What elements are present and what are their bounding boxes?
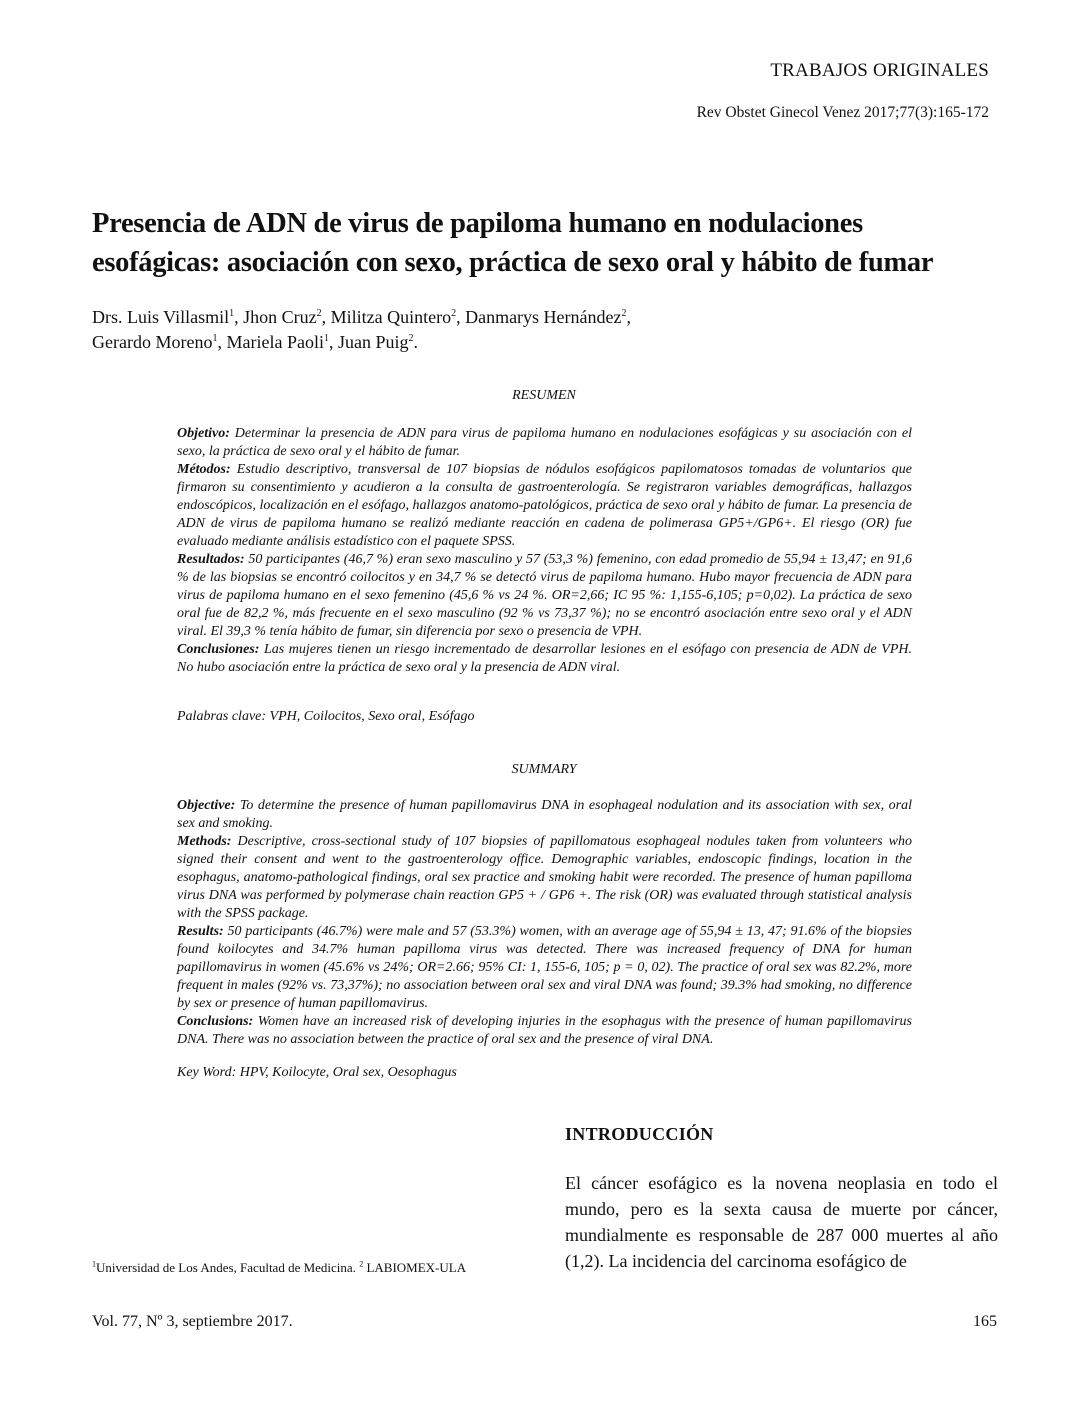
section-label: TRABAJOS ORIGINALES [770, 60, 989, 81]
introduction-paragraph: El cáncer esofágico es la novena neoplasia en todo el mundo, pero es la sexta causa de muerte por cáncer, mundialmente es responsable de 287 000 muertes al año (1,2). La incidencia del carcinoma esofágico de [565, 1173, 998, 1271]
journal-citation: Rev Obstet Ginecol Venez 2017;77(3):165-172 [696, 104, 989, 121]
summary-objective [177, 797, 912, 833]
resumen-abstract [177, 425, 912, 677]
introduction-heading: INTRODUCCIÓN [565, 1124, 714, 1144]
author-name: Drs. Luis Villasmil [92, 307, 230, 327]
methods-text: Descriptive, cross-sectional study of 107 biopsies of papillomatous esophageal nodules taken from volunteers who signed their consent and went to the gastroenterology office. Demographic variables, endoscopic findings, location in the esophagus, anatomo-pathological findings, oral sex practice and smoking habit were recorded. The presence of human papilloma virus DNA was performed by polymerase chain reaction GP5 + / GP6 +. The risk (OR) was evaluated through statistical analysis with the SPSS package. [177, 834, 912, 921]
author-line-1 [92, 305, 992, 330]
methods-label: Methods: [177, 834, 232, 849]
author-name: Mariela Paoli [226, 332, 324, 352]
affiliation-mark: 2 [359, 1259, 364, 1269]
author-affiliation-mark: 2 [408, 333, 414, 344]
results-text: 50 participants (46.7%) were male and 57 (53.3%) women, with an average age of 55,94 ± 13, 47; 91.6% of the biopsies found koilocytes and 34.7% human papilloma virus was detected. There was increased frequency of DNA for human papillomavirus in women (45.6% vs 24%; OR=2.66; 95% CI: 1, 155-6, 105; p = 0, 02). The practice of oral sex was 82.2%, more frequent in males (92% vs. 73,37%); no association between oral sex and viral DNA was found; 39.3% had smoking, no difference by sex or presence of human papillomavirus. [177, 924, 912, 1011]
metodos-label: Métodos: [177, 462, 231, 477]
key-words: Key Word: HPV, Koilocyte, Oral sex, Oesophagus [177, 1065, 457, 1080]
author-list [92, 305, 992, 355]
author-separator: . [413, 332, 418, 352]
conclusiones-text: Las mujeres tienen un riesgo incrementado de desarrollar lesiones en el esófago con presencia de ADN de VPH. No hubo asociación entre la práctica de sexo oral y la presencia de ADN viral. [177, 642, 912, 675]
author-name: Juan Puig [337, 332, 409, 352]
affiliation-text: Universidad de Los Andes, Facultad de Medicina. [96, 1260, 360, 1275]
page-number: 165 [973, 1313, 997, 1330]
author-name: Jhon Cruz [243, 307, 317, 327]
resumen-heading: RESUMEN [512, 388, 576, 403]
summary-heading: SUMMARY [511, 762, 577, 777]
conclusions-label: Conclusions: [177, 1014, 254, 1029]
author-name: Danmarys Hernández [465, 307, 622, 327]
summary-results [177, 923, 912, 1013]
objetivo-text: Determinar la presencia de ADN para virus de papiloma humano en nodulaciones esofágicas y su asociación con el sexo, la práctica de sexo oral y el hábito de fumar. [177, 426, 912, 459]
results-label: Results: [177, 924, 224, 939]
author-separator: , [626, 307, 632, 327]
summary-conclusions [177, 1013, 912, 1049]
resumen-resultados [177, 551, 912, 641]
author-separator: , [234, 307, 244, 327]
author-line-2 [92, 330, 992, 355]
article-title [92, 204, 1022, 282]
author-affiliation-mark: 2 [621, 308, 627, 319]
conclusions-text: Women have an increased risk of developing injuries in the esophagus with the presence of human papillomavirus DNA. There was no association between the practice of oral sex and the presence of viral DNA. [177, 1014, 912, 1047]
author-affiliation-mark: 1 [323, 333, 329, 344]
author-separator: , [217, 332, 227, 352]
author-name: Gerardo Moreno [92, 332, 213, 352]
issue-info: Vol. 77, Nº 3, septiembre 2017. [92, 1313, 293, 1330]
author-affiliation-mark: 1 [229, 308, 235, 319]
resumen-metodos [177, 461, 912, 551]
affiliation-mark: 1 [92, 1259, 96, 1269]
author-affiliation-mark: 2 [451, 308, 457, 319]
palabras-clave: Palabras clave: VPH, Coilocitos, Sexo oral, Esófago [177, 709, 475, 724]
author-affiliation-mark: 1 [212, 333, 218, 344]
article-title-line-1: Presencia de ADN de virus de papiloma humano en nodulaciones [92, 208, 863, 239]
resumen-objetivo [177, 425, 912, 461]
article-title-line-2: esofágicas: asociación con sexo, práctica de sexo oral y hábito de fumar [92, 247, 934, 278]
objective-label: Objective: [177, 798, 236, 813]
resultados-text: 50 participantes (46,7 %) eran sexo masculino y 57 (53,3 %) femenino, con edad promedio de 55,94 ± 13,47; en 91,6 % de las biopsias se encontró coilocitos y en 34,7 % se detectó virus de papiloma humano. Hubo mayor frecuencia de ADN para virus de papiloma humano en el sexo femenino (45,6 % vs 24 %. OR=2,66; IC 95 %: 1,155-6,105; p=0,02). La práctica de sexo oral fue de 82,2 %, más frecuente en el sexo masculino (92 % vs 73,37 %); no se encontró asociación entre sexo oral y el ADN viral. El 39,3 % tenía hábito de fumar, sin diferencia por sexo o presencia de VPH. [177, 552, 912, 639]
author-name: Militza Quintero [330, 307, 452, 327]
summary-abstract [177, 797, 912, 1049]
author-separator: , [321, 307, 331, 327]
objective-text: To determine the presence of human papillomavirus DNA in esophageal nodulation and its association with sex, oral sex and smoking. [177, 798, 912, 831]
affiliation-text: LABIOMEX-ULA [363, 1260, 467, 1275]
author-affiliation-mark: 2 [316, 308, 322, 319]
metodos-text: Estudio descriptivo, transversal de 107 biopsias de nódulos esofágicos papilomatosos tomadas de voluntarios que firmaron su consentimiento y acudieron a la consulta de gastroenterología. Se registraron variables demográficas, hallazgos endoscópicos, localización en el esófago, hallazgos anatomo-patológicos, práctica de sexo oral y hábito de fumar. La presencia de ADN de virus de papiloma humano se realizó mediante reacción en cadena de polimerasa GP5+/GP6+. El riesgo (OR) fue evaluado mediante análisis estadístico con el paquete SPSS. [177, 462, 912, 549]
author-separator: , [456, 307, 466, 327]
author-separator: , [328, 332, 338, 352]
affiliation-footnote [92, 1260, 466, 1276]
summary-methods [177, 833, 912, 923]
resumen-conclusiones [177, 641, 912, 677]
resultados-label: Resultados: [177, 552, 245, 567]
objetivo-label: Objetivo: [177, 426, 230, 441]
conclusiones-label: Conclusiones: [177, 642, 260, 657]
